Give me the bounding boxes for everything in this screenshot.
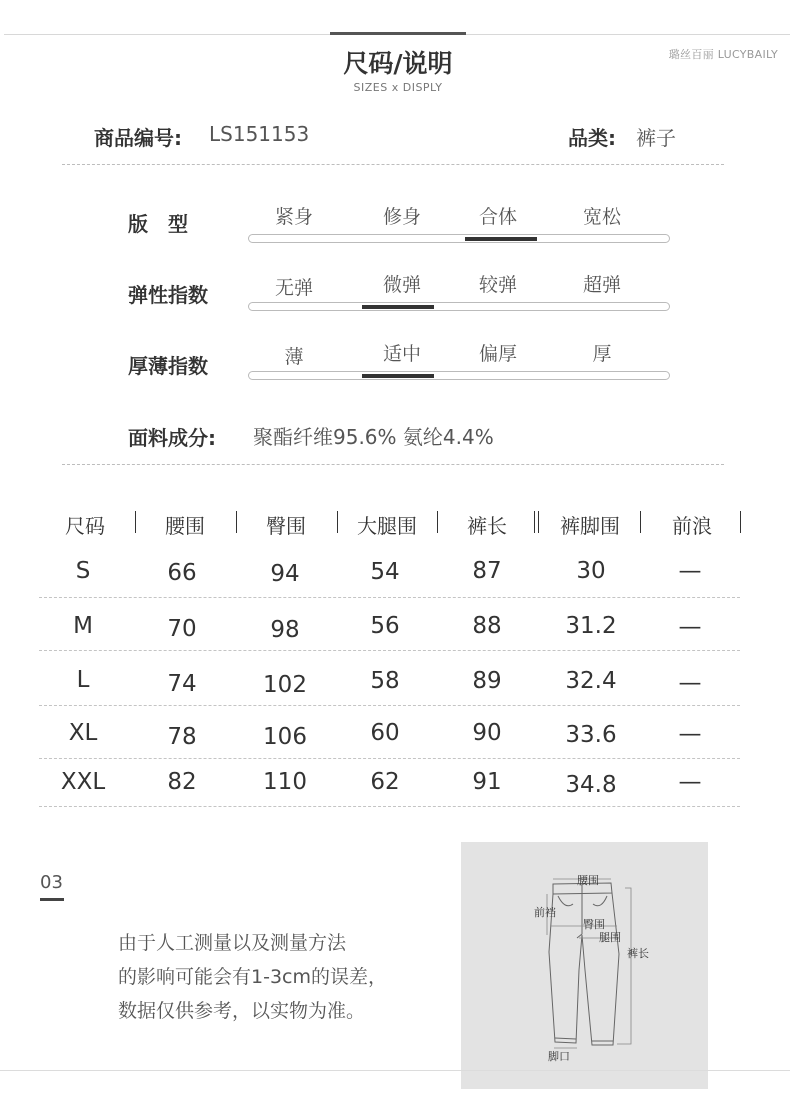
title-accent-bar (330, 32, 466, 35)
fabric-divider (62, 464, 724, 465)
table-header-separator (236, 511, 237, 533)
table-header-hem: 裤脚围 (560, 514, 620, 538)
table-cell-size: M (73, 613, 93, 639)
table-cell-length: 88 (472, 613, 502, 639)
table-cell-waist: 74 (167, 671, 197, 697)
table-cell-size: L (76, 667, 90, 693)
diagram-label-waist: 腰围 (577, 874, 599, 887)
table-cell-thigh: 58 (370, 668, 400, 694)
table-header-separator (437, 511, 438, 533)
note-number: 03 (40, 872, 63, 893)
elasticity-option-medium: 较弹 (478, 274, 517, 296)
table-header-separator (337, 511, 338, 533)
table-cell-thigh: 54 (370, 559, 400, 585)
table-cell-length: 91 (472, 769, 502, 795)
table-header-separator (740, 511, 741, 533)
thickness-scale-bar (248, 371, 670, 380)
fit-selected-marker (465, 237, 537, 241)
thickness-option-thin: 薄 (284, 346, 304, 368)
fit-option-loose: 宽松 (582, 206, 621, 228)
note-line: 的影响可能会有1-3cm的误差， (118, 966, 387, 988)
table-cell-waist: 70 (167, 616, 197, 642)
pants-outline-icon (461, 842, 708, 1089)
product-code-label: 商品编号: (94, 126, 182, 150)
table-row-divider (39, 650, 740, 651)
table-header-front-rise: 前浪 (672, 514, 712, 538)
diagram-label-hem: 脚口 (548, 1050, 570, 1063)
table-header-length: 裤长 (467, 514, 507, 538)
table-cell-length: 89 (472, 668, 502, 694)
table-header-size: 尺码 (65, 514, 105, 538)
thickness-option-thick: 偏厚 (478, 343, 517, 365)
table-cell-hem: 31.2 (565, 613, 617, 639)
table-row-divider (39, 705, 740, 706)
thickness-option-medium: 适中 (382, 343, 421, 365)
fit-label: 版 型 (128, 212, 188, 236)
table-cell-waist: 66 (167, 560, 197, 586)
table-cell-front-rise: — (678, 558, 702, 584)
table-cell-size: S (75, 558, 91, 584)
fit-option-tight: 紧身 (274, 206, 313, 228)
elasticity-option-slight: 微弹 (382, 274, 421, 296)
diagram-label-front-rise: 前裆 (534, 906, 556, 919)
fit-option-slim: 修身 (382, 206, 421, 228)
table-cell-hip: 94 (270, 561, 300, 587)
page-title: 尺码/说明 (343, 49, 453, 78)
table-header-hip: 臀围 (266, 514, 306, 538)
table-cell-hip: 106 (263, 724, 307, 750)
table-row-divider (39, 806, 740, 807)
table-cell-thigh: 56 (370, 613, 400, 639)
diagram-label-thigh: 腿围 (599, 931, 621, 944)
table-cell-size: XL (68, 720, 98, 746)
page-subtitle: SIZES x DISPLY (353, 81, 443, 94)
table-cell-hem: 32.4 (565, 668, 617, 694)
table-cell-thigh: 60 (370, 720, 400, 746)
fit-scale-bar (248, 234, 670, 243)
table-row-divider (39, 597, 740, 598)
category-value: 裤子 (636, 126, 676, 150)
table-cell-front-rise: — (678, 721, 702, 747)
thickness-selected-marker (362, 374, 434, 378)
elasticity-option-none: 无弹 (274, 277, 313, 299)
info-divider (62, 164, 724, 165)
table-header-separator (538, 511, 539, 533)
table-cell-length: 87 (472, 558, 502, 584)
table-cell-hip: 110 (263, 769, 307, 795)
brand-name: 璐丝百丽 LUCYBAILY (668, 48, 778, 61)
elasticity-label: 弹性指数 (128, 283, 208, 307)
table-cell-thigh: 62 (370, 769, 400, 795)
table-cell-hem: 30 (576, 558, 606, 584)
elasticity-option-high: 超弹 (582, 274, 621, 296)
diagram-label-length: 裤长 (627, 947, 649, 960)
table-cell-waist: 78 (167, 724, 197, 750)
thickness-label: 厚薄指数 (128, 354, 208, 378)
elasticity-selected-marker (362, 305, 434, 309)
table-header-separator (534, 511, 535, 533)
table-cell-hem: 34.8 (565, 772, 617, 798)
table-cell-front-rise: — (678, 769, 702, 795)
table-cell-hem: 33.6 (565, 722, 617, 748)
category-label: 品类: (568, 126, 616, 150)
table-cell-length: 90 (472, 720, 502, 746)
table-cell-waist: 82 (167, 769, 197, 795)
table-cell-front-rise: — (678, 670, 702, 696)
fit-option-regular: 合体 (478, 206, 517, 228)
note-number-underline (40, 898, 64, 901)
table-cell-size: XXL (60, 769, 106, 795)
pants-diagram (461, 842, 708, 1089)
thickness-option-heavy: 厚 (592, 343, 612, 365)
product-code-value: LS151153 (209, 122, 310, 146)
table-cell-front-rise: — (678, 614, 702, 640)
table-header-separator (135, 511, 136, 533)
table-cell-hip: 98 (270, 617, 300, 643)
note-line: 数据仅供参考，以实物为准。 (118, 1000, 366, 1022)
note-line: 由于人工测量以及测量方法 (118, 932, 347, 954)
table-cell-hip: 102 (263, 672, 307, 698)
table-header-waist: 腰围 (165, 514, 205, 538)
fabric-label: 面料成分: (128, 426, 216, 450)
footer-divider (0, 1070, 790, 1071)
diagram-label-hip: 臀围 (583, 918, 605, 931)
fabric-value: 聚酯纤维95.6% 氨纶4.4% (253, 425, 494, 449)
elasticity-scale-bar (248, 302, 670, 311)
table-row-divider (39, 758, 740, 759)
table-header-thigh: 大腿围 (357, 514, 417, 538)
table-header-separator (640, 511, 641, 533)
